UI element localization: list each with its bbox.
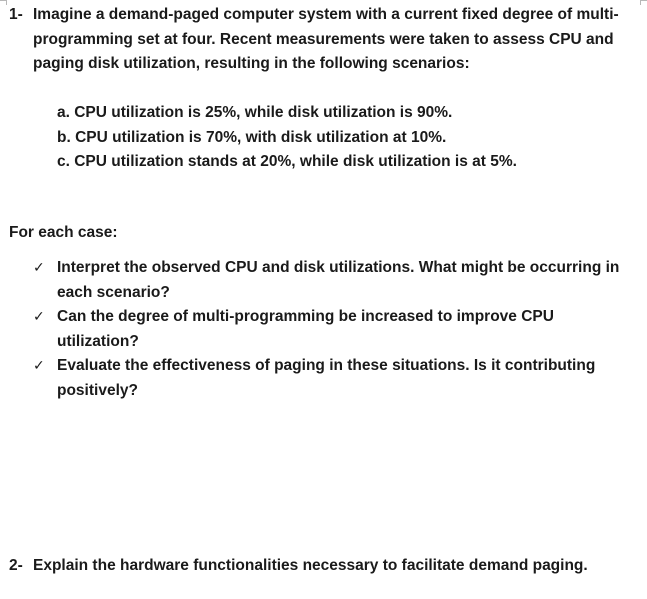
task-text: Interpret the observed CPU and disk utilizations. What might be occurring in each scenario? <box>57 259 620 301</box>
scenario-c: c. CPU utilization stands at 20%, while disk utilization is at 5%. <box>57 153 517 170</box>
scenario-b: b. CPU utilization is 70%, with disk utilization at 10%. <box>57 128 447 146</box>
question-2-number: 2- <box>9 557 23 574</box>
page-corner-mark-left <box>0 0 7 5</box>
task-item <box>33 305 633 354</box>
question-2 <box>9 554 633 579</box>
task-text: Can the degree of multi-programming be increased to improve CPU utilization? <box>57 308 554 350</box>
question-2-heading <box>9 554 633 579</box>
scenario-list <box>57 101 517 175</box>
task-list <box>33 256 633 403</box>
task-text: Evaluate the effectiveness of paging in these situations. Is it contributing positively? <box>57 357 596 399</box>
question-1 <box>9 3 633 77</box>
checkmark-icon: ✓ <box>33 358 45 374</box>
task-item <box>33 256 633 305</box>
scenario-a: a. CPU utilization is 25%, while disk utilization is 90%. <box>57 104 453 121</box>
for-each-label: For each case: <box>9 224 118 241</box>
checkmark-icon: ✓ <box>33 309 45 325</box>
task-item <box>33 354 633 403</box>
page-corner-mark-right <box>640 0 647 5</box>
question-2-text: Explain the hardware functionalities necessary to facilitate demand paging. <box>33 557 588 574</box>
question-1-heading <box>9 3 633 77</box>
question-1-text: Imagine a demand-paged computer system with a current fixed degree of multi-programming set at four. Recent measurements were taken to assess CPU and paging disk utilization, resulting in the following scenarios: <box>33 6 619 72</box>
question-1-number: 1- <box>9 6 23 23</box>
checkmark-icon: ✓ <box>33 260 45 276</box>
